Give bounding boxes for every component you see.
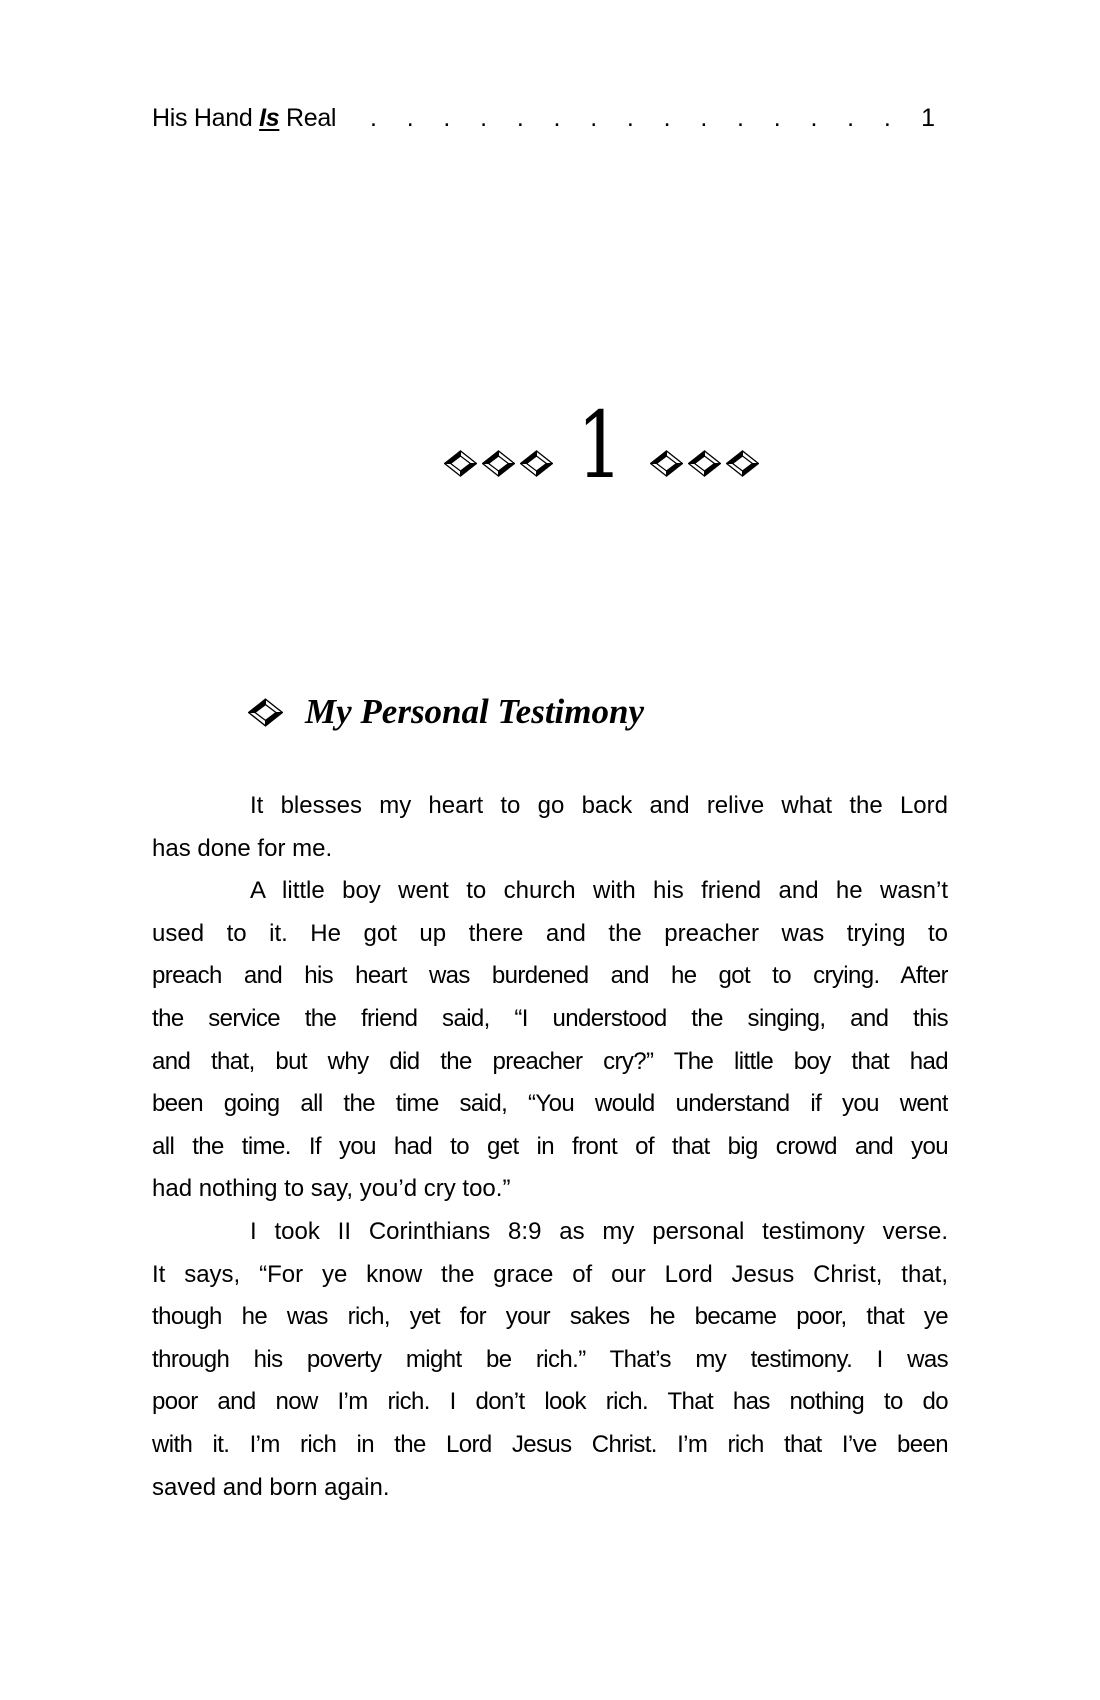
paragraph — [152, 1211, 948, 1509]
chapter-ornament-left — [444, 450, 553, 477]
text-line: though he was rich, yet for your sakes he became poor, that ye — [152, 1303, 948, 1331]
beveled-diamond-icon — [520, 450, 553, 477]
text-line: has done for me. — [152, 834, 333, 862]
leader-dot: . — [516, 104, 524, 132]
text-line: through his poverty might be rich.” That’s my testimony. I was — [152, 1345, 948, 1373]
leader-dot: . — [370, 104, 377, 132]
leader-dot: . — [553, 104, 561, 132]
beveled-diamond-icon — [688, 450, 721, 477]
text-line: with it. I’m rich in the Lord Jesus Christ. I’m rich that I’ve been — [152, 1430, 948, 1458]
beveled-diamond-icon — [650, 450, 683, 477]
text-line: all the time. If you had to get in front of that big crowd and you — [152, 1132, 948, 1160]
leader-dot: . — [737, 104, 744, 132]
beveled-diamond-icon — [444, 450, 477, 477]
leader-dot: . — [883, 104, 891, 132]
paragraph — [152, 870, 948, 1211]
page-number: 1 — [921, 104, 935, 132]
leader-dot: . — [700, 104, 708, 132]
leader-dot: . — [810, 104, 818, 132]
text-line: A little boy went to church with his friend and he wasn’t — [250, 877, 948, 905]
text-line: had nothing to say, you’d cry too.” — [152, 1175, 511, 1203]
text-line: It blesses my heart to go back and relive what the Lord — [250, 792, 948, 819]
leader-dot: . — [626, 104, 634, 132]
text-line: been going all the time said, “You would understand if you went — [152, 1090, 948, 1118]
chapter-ornament-right — [650, 450, 759, 477]
leader-dot: . — [847, 104, 855, 132]
chapter-title — [0, 392, 1100, 500]
text-line: I took II Corinthians 8:9 as my personal testimony verse. — [250, 1217, 948, 1245]
beveled-diamond-icon — [482, 450, 515, 477]
text-line: preach and his heart was burdened and he got to crying. After — [152, 962, 948, 990]
leader-dot: . — [663, 104, 671, 132]
leader-dot: . — [480, 104, 488, 132]
book-title-post: Real — [279, 104, 337, 132]
text-line: It says, “For ye know the grace of our Lord Jesus Christ, that, — [152, 1260, 948, 1288]
dot-leader — [370, 102, 890, 134]
chapter-number: 1 — [577, 392, 623, 499]
leader-dot: . — [406, 104, 414, 132]
body-text — [152, 785, 948, 1509]
leader-dot: . — [773, 104, 781, 132]
text-line: and that, but why did the preacher cry?” The little boy that had — [152, 1047, 948, 1075]
book-title-pre: His Hand — [152, 104, 260, 132]
beveled-diamond-icon — [248, 698, 283, 727]
book-title — [152, 102, 336, 134]
leader-dot: . — [443, 104, 451, 132]
leader-dot: . — [590, 104, 598, 132]
section-heading-text: My Personal Testimony — [305, 692, 644, 731]
book-title-emphasis: Is — [259, 104, 280, 132]
paragraph — [152, 785, 948, 870]
text-line: saved and born again. — [152, 1473, 390, 1501]
text-line: the service the friend said, “I understood the singing, and this — [152, 1004, 948, 1032]
beveled-diamond-icon — [726, 450, 759, 477]
text-line: used to it. He got up there and the preacher was trying to — [152, 919, 948, 947]
running-header — [152, 102, 935, 134]
text-line: poor and now I’m rich. I don’t look rich. That has nothing to do — [152, 1388, 948, 1416]
section-heading — [248, 690, 644, 734]
